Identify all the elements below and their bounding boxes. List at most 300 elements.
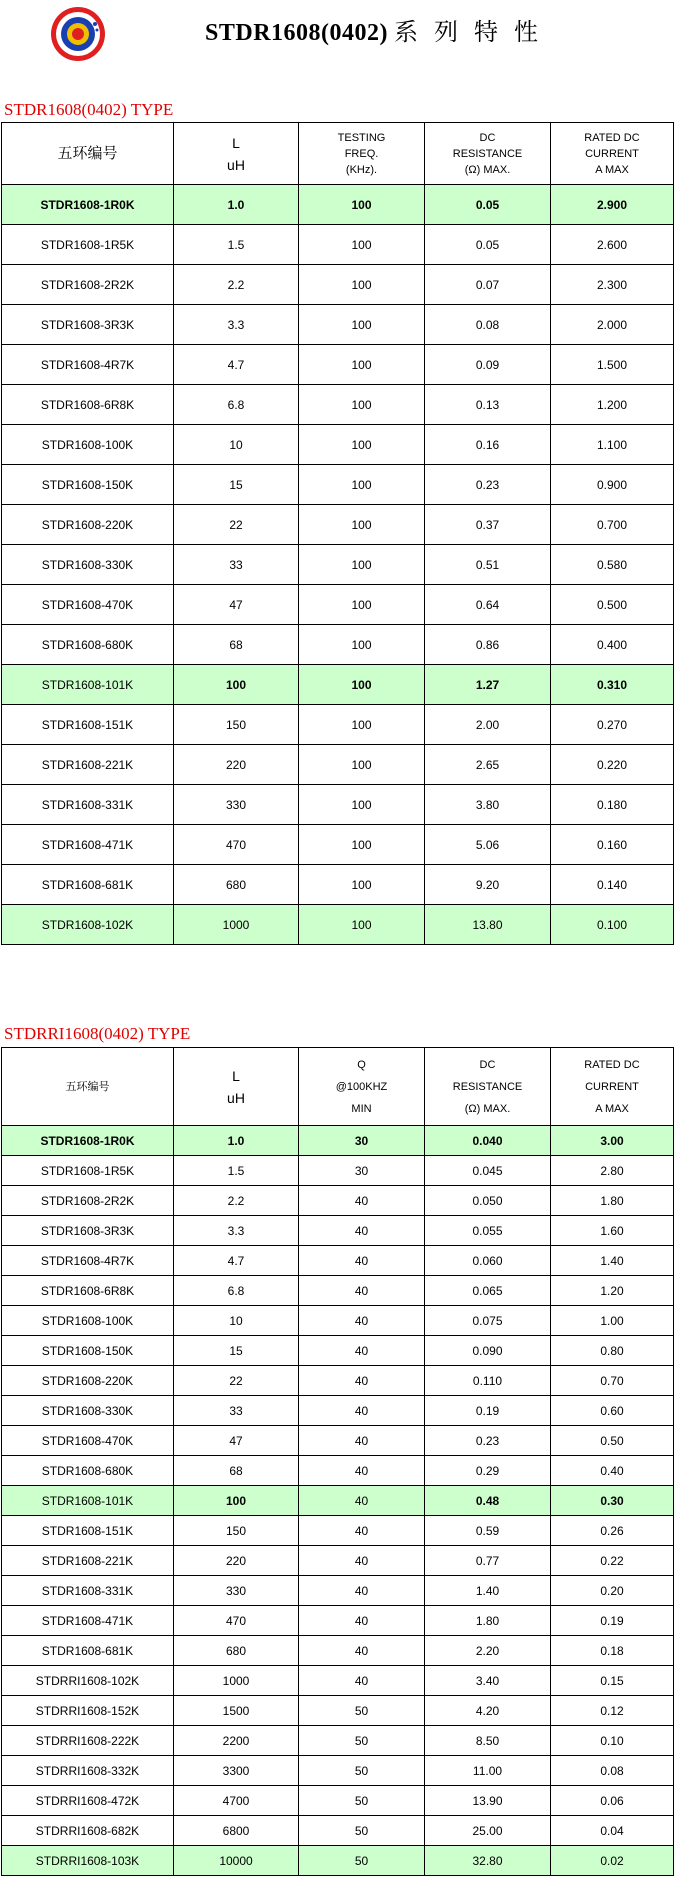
cell-dc-resistance: 0.23 <box>425 465 551 505</box>
cell-part-number: STDR1608-330K <box>2 545 174 585</box>
table-row <box>2 1486 674 1516</box>
table-row <box>2 425 674 465</box>
cell-col3: 100 <box>299 345 425 385</box>
table-row <box>2 1756 674 1786</box>
cell-inductance: 3.3 <box>174 305 299 345</box>
page-title-suffix: 系 列 特 性 <box>394 20 544 46</box>
cell-dc-resistance: 0.065 <box>425 1276 551 1306</box>
cell-dc-resistance: 2.00 <box>425 705 551 745</box>
header-line: DC <box>479 1058 496 1071</box>
cell-dc-resistance: 0.09 <box>425 345 551 385</box>
page-title-main: STDR1608(0402) <box>205 20 389 46</box>
table-row <box>2 1516 674 1546</box>
cell-inductance: 6.8 <box>174 385 299 425</box>
cell-rated-current: 0.26 <box>551 1516 674 1546</box>
cell-dc-resistance: 0.48 <box>425 1486 551 1516</box>
cell-rated-current: 0.15 <box>551 1666 674 1696</box>
table-row <box>2 385 674 425</box>
cell-rated-current: 0.18 <box>551 1636 674 1666</box>
table-row <box>2 1426 674 1456</box>
table-row <box>2 1636 674 1666</box>
cell-part-number: STDR1608-4R7K <box>2 345 174 385</box>
cell-col3: 40 <box>299 1636 425 1666</box>
cell-part-number: STDRRI1608-103K <box>2 1846 174 1876</box>
cell-col3: 100 <box>299 745 425 785</box>
table-row <box>2 1126 674 1156</box>
cell-rated-current: 0.580 <box>551 545 674 585</box>
cell-inductance: 470 <box>174 825 299 865</box>
cell-dc-resistance: 8.50 <box>425 1726 551 1756</box>
cell-inductance: 2.2 <box>174 1186 299 1216</box>
cell-dc-resistance: 0.13 <box>425 385 551 425</box>
page-title <box>205 12 565 52</box>
cell-col3: 40 <box>299 1576 425 1606</box>
table-row <box>2 1666 674 1696</box>
cell-part-number: STDR1608-151K <box>2 1516 174 1546</box>
cell-inductance: 1000 <box>174 905 299 945</box>
cell-dc-resistance: 0.77 <box>425 1546 551 1576</box>
spec-table-1 <box>1 122 674 945</box>
cell-col3: 100 <box>299 905 425 945</box>
cell-inductance: 15 <box>174 1336 299 1366</box>
header-line: @100KHZ <box>335 1080 388 1093</box>
cell-rated-current: 2.600 <box>551 225 674 265</box>
table-row <box>2 905 674 945</box>
table-row <box>2 625 674 665</box>
cell-rated-current: 1.20 <box>551 1276 674 1306</box>
table-row <box>2 1456 674 1486</box>
cell-part-number: STDR1608-6R8K <box>2 1276 174 1306</box>
cell-part-number: STDR1608-3R3K <box>2 1216 174 1246</box>
cell-dc-resistance: 0.07 <box>425 265 551 305</box>
cell-col3: 40 <box>299 1336 425 1366</box>
cell-inductance: 10 <box>174 425 299 465</box>
cell-inductance: 150 <box>174 705 299 745</box>
cell-part-number: STDRRI1608-152K <box>2 1696 174 1726</box>
cell-col3: 40 <box>299 1246 425 1276</box>
table-row <box>2 585 674 625</box>
cell-rated-current: 0.06 <box>551 1786 674 1816</box>
cell-part-number: STDR1608-6R8K <box>2 385 174 425</box>
cell-dc-resistance: 0.040 <box>425 1126 551 1156</box>
cell-inductance: 680 <box>174 865 299 905</box>
cell-dc-resistance: 2.65 <box>425 745 551 785</box>
table-row <box>2 785 674 825</box>
cell-inductance: 47 <box>174 585 299 625</box>
cell-col3: 40 <box>299 1606 425 1636</box>
cell-col3: 50 <box>299 1786 425 1816</box>
cell-dc-resistance: 0.05 <box>425 225 551 265</box>
cell-part-number: STDR1608-331K <box>2 1576 174 1606</box>
cell-part-number: STDR1608-151K <box>2 705 174 745</box>
cell-inductance: 100 <box>174 665 299 705</box>
cell-col3: 100 <box>299 505 425 545</box>
cell-col3: 100 <box>299 865 425 905</box>
cell-dc-resistance: 13.80 <box>425 905 551 945</box>
table-row <box>2 225 674 265</box>
cell-part-number: STDR1608-331K <box>2 785 174 825</box>
cell-rated-current: 1.60 <box>551 1216 674 1246</box>
cell-inductance: 33 <box>174 545 299 585</box>
cell-rated-current: 0.20 <box>551 1576 674 1606</box>
cell-col3: 50 <box>299 1756 425 1786</box>
cell-col3: 40 <box>299 1456 425 1486</box>
cell-inductance: 220 <box>174 745 299 785</box>
cell-rated-current: 1.40 <box>551 1246 674 1276</box>
cell-col3: 100 <box>299 185 425 225</box>
cell-inductance: 68 <box>174 1456 299 1486</box>
header-line: RESISTANCE <box>452 1080 523 1093</box>
cell-rated-current: 0.12 <box>551 1696 674 1726</box>
cell-dc-resistance: 1.80 <box>425 1606 551 1636</box>
header-rated-current <box>551 1048 674 1126</box>
table-row <box>2 305 674 345</box>
header-line: (Ω) MAX. <box>464 1102 511 1115</box>
table-header-row <box>2 1048 674 1126</box>
cell-inductance: 2200 <box>174 1726 299 1756</box>
header-inductance-symbol: L <box>232 1067 240 1084</box>
cell-col3: 40 <box>299 1546 425 1576</box>
cell-inductance: 15 <box>174 465 299 505</box>
cell-inductance: 100 <box>174 1486 299 1516</box>
cell-inductance: 1.0 <box>174 1126 299 1156</box>
cell-inductance: 68 <box>174 625 299 665</box>
cell-part-number: STDR1608-101K <box>2 665 174 705</box>
table-row <box>2 185 674 225</box>
cell-rated-current: 3.00 <box>551 1126 674 1156</box>
cell-inductance: 2.2 <box>174 265 299 305</box>
cell-col3: 100 <box>299 705 425 745</box>
cell-dc-resistance: 11.00 <box>425 1756 551 1786</box>
cell-col3: 40 <box>299 1486 425 1516</box>
cell-col3: 30 <box>299 1126 425 1156</box>
table-row <box>2 1696 674 1726</box>
cell-part-number: STDRRI1608-682K <box>2 1816 174 1846</box>
cell-rated-current: 0.180 <box>551 785 674 825</box>
cell-part-number: STDRRI1608-222K <box>2 1726 174 1756</box>
cell-inductance: 4.7 <box>174 1246 299 1276</box>
cell-col3: 50 <box>299 1726 425 1756</box>
cell-part-number: STDR1608-470K <box>2 1426 174 1456</box>
header-line: A MAX <box>595 1102 629 1115</box>
cell-dc-resistance: 0.050 <box>425 1186 551 1216</box>
table-row <box>2 1606 674 1636</box>
cell-col3: 40 <box>299 1516 425 1546</box>
cell-part-number: STDR1608-471K <box>2 825 174 865</box>
header-line: FREQ. <box>344 147 379 160</box>
header-line: Q <box>357 1058 366 1071</box>
header-part-number: 五环编号 <box>2 1048 174 1126</box>
cell-col3: 100 <box>299 225 425 265</box>
cell-rated-current: 1.00 <box>551 1306 674 1336</box>
cell-inductance: 3.3 <box>174 1216 299 1246</box>
cell-col3: 100 <box>299 785 425 825</box>
cell-inductance: 6800 <box>174 1816 299 1846</box>
header-dc-resistance <box>425 1048 551 1126</box>
cell-part-number: STDR1608-220K <box>2 1366 174 1396</box>
cell-dc-resistance: 0.86 <box>425 625 551 665</box>
company-logo <box>50 6 106 62</box>
cell-dc-resistance: 0.060 <box>425 1246 551 1276</box>
cell-rated-current: 0.50 <box>551 1426 674 1456</box>
cell-col3: 100 <box>299 545 425 585</box>
table-row <box>2 465 674 505</box>
cell-dc-resistance: 0.075 <box>425 1306 551 1336</box>
cell-rated-current: 0.80 <box>551 1336 674 1366</box>
table-row <box>2 1186 674 1216</box>
header-line: CURRENT <box>585 1080 639 1093</box>
cell-col3: 100 <box>299 305 425 345</box>
cell-rated-current: 1.100 <box>551 425 674 465</box>
cell-rated-current: 1.80 <box>551 1186 674 1216</box>
table-row <box>2 1726 674 1756</box>
cell-inductance: 330 <box>174 1576 299 1606</box>
cell-inductance: 150 <box>174 1516 299 1546</box>
header-line: MIN <box>351 1102 372 1115</box>
cell-col3: 100 <box>299 265 425 305</box>
cell-col3: 40 <box>299 1666 425 1696</box>
cell-inductance: 680 <box>174 1636 299 1666</box>
cell-part-number: STDR1608-1R0K <box>2 1126 174 1156</box>
cell-rated-current: 0.19 <box>551 1606 674 1636</box>
cell-rated-current: 0.220 <box>551 745 674 785</box>
cell-dc-resistance: 0.37 <box>425 505 551 545</box>
cell-rated-current: 0.160 <box>551 825 674 865</box>
header-inductance <box>174 123 299 185</box>
table-row <box>2 265 674 305</box>
cell-col3: 30 <box>299 1156 425 1186</box>
cell-dc-resistance: 9.20 <box>425 865 551 905</box>
header-inductance-symbol: L <box>232 134 240 151</box>
table-body-2 <box>2 1126 674 1876</box>
cell-dc-resistance: 0.05 <box>425 185 551 225</box>
cell-dc-resistance: 0.08 <box>425 305 551 345</box>
cell-rated-current: 0.40 <box>551 1456 674 1486</box>
header-line: RESISTANCE <box>452 147 523 160</box>
cell-rated-current: 0.04 <box>551 1816 674 1846</box>
cell-inductance: 10000 <box>174 1846 299 1876</box>
table-row <box>2 1576 674 1606</box>
header-line: (Ω) MAX. <box>464 163 511 176</box>
cell-dc-resistance: 2.20 <box>425 1636 551 1666</box>
table-header-row <box>2 123 674 185</box>
cell-rated-current: 1.200 <box>551 385 674 425</box>
cell-inductance: 470 <box>174 1606 299 1636</box>
table-row <box>2 705 674 745</box>
cell-part-number: STDR1608-4R7K <box>2 1246 174 1276</box>
cell-rated-current: 0.30 <box>551 1486 674 1516</box>
header-inductance <box>174 1048 299 1126</box>
cell-part-number: STDR1608-221K <box>2 745 174 785</box>
cell-inductance: 22 <box>174 505 299 545</box>
cell-part-number: STDR1608-221K <box>2 1546 174 1576</box>
cell-part-number: STDR1608-1R5K <box>2 225 174 265</box>
cell-rated-current: 1.500 <box>551 345 674 385</box>
cell-rated-current: 0.10 <box>551 1726 674 1756</box>
cell-col3: 40 <box>299 1396 425 1426</box>
cell-col3: 50 <box>299 1696 425 1726</box>
table-row <box>2 825 674 865</box>
header-line: RATED DC <box>584 1058 640 1071</box>
cell-col3: 100 <box>299 385 425 425</box>
cell-col3: 40 <box>299 1216 425 1246</box>
table-row <box>2 1276 674 1306</box>
cell-col3: 100 <box>299 825 425 865</box>
cell-dc-resistance: 0.29 <box>425 1456 551 1486</box>
table-row <box>2 1216 674 1246</box>
cell-part-number: STDRRI1608-472K <box>2 1786 174 1816</box>
cell-col3: 40 <box>299 1306 425 1336</box>
cell-part-number: STDR1608-1R0K <box>2 185 174 225</box>
cell-dc-resistance: 0.23 <box>425 1426 551 1456</box>
cell-inductance: 330 <box>174 785 299 825</box>
cell-dc-resistance: 3.80 <box>425 785 551 825</box>
cell-rated-current: 0.70 <box>551 1366 674 1396</box>
cell-inductance: 1500 <box>174 1696 299 1726</box>
section1-label: STDR1608(0402) TYPE <box>4 100 174 119</box>
cell-dc-resistance: 0.59 <box>425 1516 551 1546</box>
header-inductance-unit: uH <box>227 1089 245 1106</box>
cell-col3: 40 <box>299 1426 425 1456</box>
table-row <box>2 345 674 385</box>
cell-dc-resistance: 0.16 <box>425 425 551 465</box>
header-line: A MAX <box>595 163 629 176</box>
cell-part-number: STDR1608-680K <box>2 1456 174 1486</box>
cell-part-number: STDRRI1608-332K <box>2 1756 174 1786</box>
cell-dc-resistance: 1.27 <box>425 665 551 705</box>
table-row <box>2 1156 674 1186</box>
cell-part-number: STDR1608-101K <box>2 1486 174 1516</box>
cell-part-number: STDR1608-2R2K <box>2 1186 174 1216</box>
cell-dc-resistance: 0.045 <box>425 1156 551 1186</box>
cell-rated-current: 0.900 <box>551 465 674 505</box>
header-dc-resistance <box>425 123 551 185</box>
cell-rated-current: 0.60 <box>551 1396 674 1426</box>
header-line: TESTING <box>337 131 386 144</box>
table-row <box>2 545 674 585</box>
cell-rated-current: 0.140 <box>551 865 674 905</box>
cell-dc-resistance: 13.90 <box>425 1786 551 1816</box>
cell-dc-resistance: 0.19 <box>425 1396 551 1426</box>
cell-inductance: 3300 <box>174 1756 299 1786</box>
cell-rated-current: 0.700 <box>551 505 674 545</box>
cell-part-number: STDR1608-3R3K <box>2 305 174 345</box>
cell-dc-resistance: 32.80 <box>425 1846 551 1876</box>
cell-part-number: STDR1608-220K <box>2 505 174 545</box>
cell-inductance: 4700 <box>174 1786 299 1816</box>
cell-rated-current: 0.100 <box>551 905 674 945</box>
cell-inductance: 1.5 <box>174 1156 299 1186</box>
cell-rated-current: 0.22 <box>551 1546 674 1576</box>
header-q-min <box>299 1048 425 1126</box>
table-row <box>2 1396 674 1426</box>
cell-col3: 100 <box>299 585 425 625</box>
cell-part-number: STDR1608-681K <box>2 1636 174 1666</box>
header-line: RATED DC <box>584 131 640 144</box>
cell-inductance: 47 <box>174 1426 299 1456</box>
cell-part-number: STDR1608-681K <box>2 865 174 905</box>
cell-col3: 50 <box>299 1846 425 1876</box>
table-row <box>2 1306 674 1336</box>
cell-inductance: 10 <box>174 1306 299 1336</box>
cell-inductance: 4.7 <box>174 345 299 385</box>
cell-dc-resistance: 1.40 <box>425 1576 551 1606</box>
cell-part-number: STDR1608-1R5K <box>2 1156 174 1186</box>
table-row <box>2 1366 674 1396</box>
cell-inductance: 6.8 <box>174 1276 299 1306</box>
cell-col3: 40 <box>299 1366 425 1396</box>
table-row <box>2 865 674 905</box>
cell-dc-resistance: 0.64 <box>425 585 551 625</box>
cell-part-number: STDR1608-471K <box>2 1606 174 1636</box>
table-body-1 <box>2 185 674 945</box>
cell-rated-current: 0.08 <box>551 1756 674 1786</box>
cell-part-number: STDR1608-100K <box>2 1306 174 1336</box>
cell-dc-resistance: 0.51 <box>425 545 551 585</box>
cell-rated-current: 0.02 <box>551 1846 674 1876</box>
cell-inductance: 1.0 <box>174 185 299 225</box>
cell-rated-current: 0.310 <box>551 665 674 705</box>
cell-col3: 40 <box>299 1276 425 1306</box>
cell-part-number: STDR1608-2R2K <box>2 265 174 305</box>
cell-part-number: STDR1608-470K <box>2 585 174 625</box>
cell-dc-resistance: 5.06 <box>425 825 551 865</box>
cell-inductance: 1000 <box>174 1666 299 1696</box>
cell-col3: 100 <box>299 465 425 505</box>
table-row <box>2 1846 674 1876</box>
cell-inductance: 22 <box>174 1366 299 1396</box>
cell-col3: 100 <box>299 625 425 665</box>
cell-part-number: STDR1608-150K <box>2 465 174 505</box>
cell-col3: 40 <box>299 1186 425 1216</box>
cell-dc-resistance: 3.40 <box>425 1666 551 1696</box>
table-row <box>2 1546 674 1576</box>
section2-label: STDRRI1608(0402) TYPE <box>4 1024 191 1043</box>
cell-col3: 100 <box>299 665 425 705</box>
cell-rated-current: 2.000 <box>551 305 674 345</box>
table-row <box>2 1246 674 1276</box>
spec-table-2 <box>1 1047 674 1876</box>
header-inductance-unit: uH <box>227 156 245 173</box>
cell-part-number: STDR1608-680K <box>2 625 174 665</box>
cell-dc-resistance: 0.055 <box>425 1216 551 1246</box>
cell-dc-resistance: 0.110 <box>425 1366 551 1396</box>
table-row <box>2 505 674 545</box>
cell-dc-resistance: 0.090 <box>425 1336 551 1366</box>
cell-rated-current: 2.80 <box>551 1156 674 1186</box>
cell-col3: 50 <box>299 1816 425 1846</box>
cell-rated-current: 0.500 <box>551 585 674 625</box>
table-row <box>2 1816 674 1846</box>
header-testing-freq <box>299 123 425 185</box>
header-line: CURRENT <box>585 147 639 160</box>
cell-rated-current: 2.300 <box>551 265 674 305</box>
cell-inductance: 33 <box>174 1396 299 1426</box>
cell-part-number: STDR1608-150K <box>2 1336 174 1366</box>
cell-part-number: STDR1608-102K <box>2 905 174 945</box>
cell-part-number: STDR1608-330K <box>2 1396 174 1426</box>
cell-part-number: STDRRI1608-102K <box>2 1666 174 1696</box>
cell-rated-current: 0.400 <box>551 625 674 665</box>
cell-part-number: STDR1608-100K <box>2 425 174 465</box>
cell-inductance: 1.5 <box>174 225 299 265</box>
header-rated-current <box>551 123 674 185</box>
table-row <box>2 1336 674 1366</box>
table-row <box>2 745 674 785</box>
header-line: DC <box>479 131 496 144</box>
header-part-number: 五环编号 <box>2 123 174 185</box>
cell-rated-current: 2.900 <box>551 185 674 225</box>
